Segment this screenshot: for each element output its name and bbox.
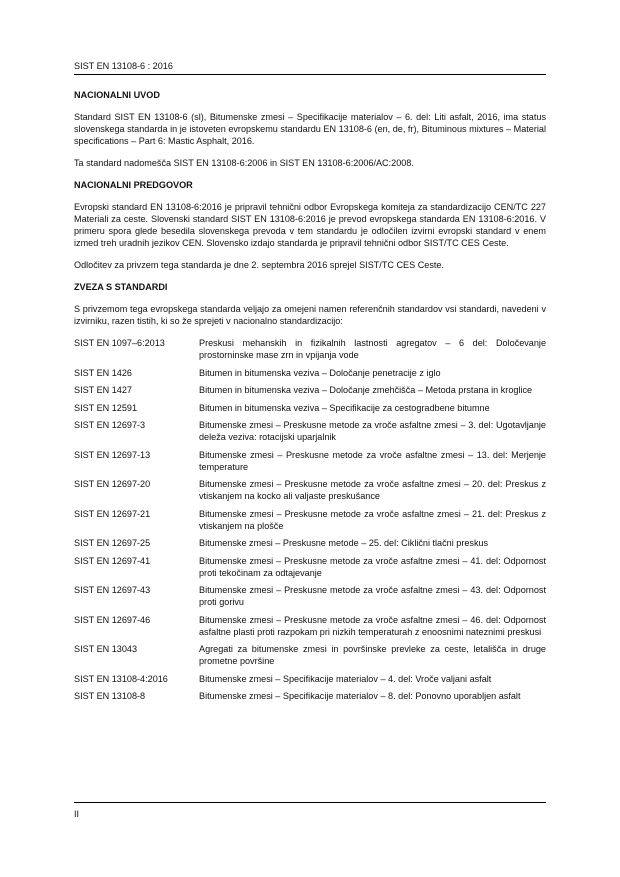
reference-row <box>74 584 546 608</box>
reference-code: SIST EN 12697-43 <box>74 585 151 595</box>
reference-row <box>74 384 546 396</box>
reference-row <box>74 337 546 361</box>
reference-title: Preskusi mehanskih in fizikalnih lastnosti agregatov – 6 del: Določevanje prostorninske mase zrn in vpijanja vode <box>199 338 546 360</box>
reference-title: Bitumen in bitumenska veziva – Specifikacije za cestogradbene bitumne <box>199 402 490 413</box>
reference-row <box>74 449 546 473</box>
reference-row <box>74 419 546 443</box>
reference-code: SIST EN 1427 <box>74 385 132 395</box>
reference-code: SIST EN 12591 <box>74 402 138 413</box>
running-header: SIST EN 13108-6 : 2016 <box>74 61 173 71</box>
reference-title: Bitumenske zmesi – Preskusne metode za vroče asfaltne zmesi – 21. del: Preskus z vtiskanjem na plošče <box>199 508 546 531</box>
reference-title: Bitumenske zmesi – Preskusne metode za vroče asfaltne zmesi – 20. del: Preskus z vtiskanjem na kocko ali valjaste preskušance <box>199 479 546 501</box>
paragraph: S privzemom tega evropskega standarda veljajo za omejeni namen referenčnih standardov vsi standardi, navedeni v izvirniku, razen tistih, ki so že sprejeti v nacionalno standardizacijo: <box>74 304 546 326</box>
section-heading: NACIONALNI PREDGOVOR <box>74 180 193 190</box>
document-body <box>74 89 546 708</box>
reference-code: SIST EN 12697-41 <box>74 555 151 566</box>
reference-title: Bitumenske zmesi – Preskusne metode za vroče asfaltne zmesi – 43. del: Odpornost proti gorivu <box>199 585 546 607</box>
reference-row <box>74 478 546 502</box>
paragraph: Odločitev za privzem tega standarda je dne 2. septembra 2016 sprejel SIST/TC CES Ceste. <box>74 260 444 270</box>
reference-title: Bitumenske zmesi – Preskusne metode za vroče asfaltne zmesi – 46. del: Odpornost asfaltne plasti proti razpokam pri nizkih temperaturah z enoosnimi nateznimi preskusi <box>199 614 546 637</box>
paragraph: Evropski standard EN 13108-6:2016 je pripravil tehnični odbor Evropskega komiteja za standardizacijo CEN/TC 227 Materiali za ceste. Slovenski standard SIST EN 13108-6:2016 je prevod evropskega standarda EN 13108-6:2016. V primeru spora glede besedila slovenskega prevoda v tem standardu je odločilen izvirni evropski standard v enem izmed treh uradnih jezikov CEN. Slovensko izdajo standarda je pripravil tehnični odbor SIST/TC CES Ceste. <box>74 202 546 248</box>
reference-row <box>74 614 546 638</box>
reference-title: Bitumenske zmesi – Preskusne metode – 25. del: Ciklični tlačni preskus <box>199 538 489 548</box>
section-heading: NACIONALNI UVOD <box>74 90 160 100</box>
reference-code: SIST EN 13108-4:2016 <box>74 673 168 684</box>
reference-row <box>74 690 546 702</box>
reference-title: Bitumenske zmesi – Preskusne metode za vroče asfaltne zmesi – 41. del: Odpornost proti tekočinam za odtajevanje <box>199 555 546 578</box>
reference-code: SIST EN 12697-25 <box>74 538 151 548</box>
reference-row <box>74 643 546 667</box>
reference-code: SIST EN 12697-20 <box>74 479 151 489</box>
reference-title: Bitumen in bitumenska veziva – Določanje penetracije z iglo <box>199 367 441 378</box>
reference-title: Bitumenske zmesi – Preskusne metode za vroče asfaltne zmesi – 13. del: Merjenje temperature <box>199 449 546 472</box>
reference-code: SIST EN 12697-46 <box>74 614 151 625</box>
paragraph: Standard SIST EN 13108-6 (sl), Bitumenske zmesi – Specifikacije materialov – 6. del: Liti asfalt, 2016, ima status slovenskega standarda in je istoveten evropskemu standardu EN 13108-6 (en, de, fr), Bituminous mixtures – Material specifications – Part 6: Mastic Asphalt, 2016. <box>74 112 546 146</box>
reference-title: Bitumenske zmesi – Specifikacije materialov – 8. del: Ponovno uporabljen asfalt <box>199 691 521 701</box>
reference-code: SIST EN 12697-21 <box>74 508 151 519</box>
reference-title: Agregati za bitumenske zmesi in površinske prevleke za ceste, letališča in druge prometne površine <box>199 644 546 666</box>
reference-row <box>74 402 546 414</box>
reference-title: Bitumenske zmesi – Specifikacije materialov – 4. del: Vroče valjani asfalt <box>199 673 492 684</box>
page-number: II <box>74 809 80 819</box>
reference-title: Bitumenske zmesi – Preskusne metode za vroče asfaltne zmesi – 3. del: Ugotavljanje deleža veziva: rotacijski uparjalnik <box>199 420 546 442</box>
reference-row <box>74 673 546 685</box>
reference-title: Bitumen in bitumenska veziva – Določanje zmehčišča – Metoda prstana in kroglice <box>199 385 533 395</box>
header-rule <box>74 74 546 75</box>
reference-code: SIST EN 13108-8 <box>74 691 146 701</box>
footer-rule <box>74 802 546 803</box>
reference-code: SIST EN 12697-3 <box>74 420 146 430</box>
section-heading: ZVEZA S STANDARDI <box>74 282 168 292</box>
reference-code: SIST EN 13043 <box>74 644 138 654</box>
reference-row <box>74 367 546 379</box>
reference-row <box>74 537 546 549</box>
reference-code: SIST EN 12697-13 <box>74 449 151 460</box>
paragraph: Ta standard nadomešča SIST EN 13108-6:2006 in SIST EN 13108-6:2006/AC:2008. <box>74 158 414 168</box>
reference-row <box>74 555 546 579</box>
reference-code: SIST EN 1097–6:2013 <box>74 338 165 348</box>
reference-list <box>74 337 546 702</box>
reference-code: SIST EN 1426 <box>74 367 132 378</box>
reference-row <box>74 508 546 532</box>
